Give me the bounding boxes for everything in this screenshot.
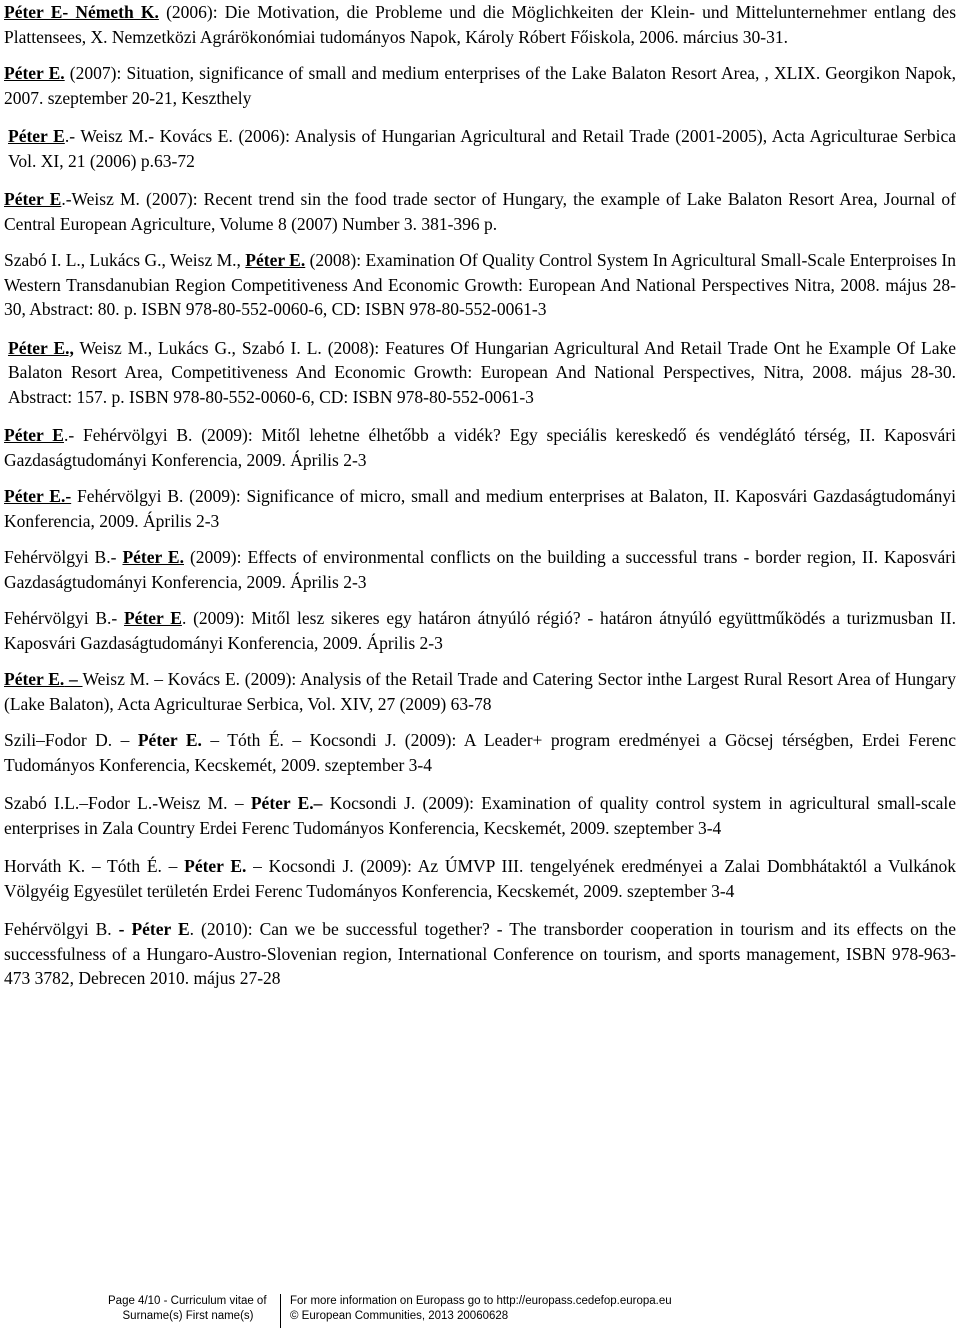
footer-copyright: © European Communities, 2013 20060628 xyxy=(290,1310,509,1322)
citation-authors: Szabó I. L., Lukács G., Weisz M., xyxy=(4,250,246,270)
footer-divider xyxy=(280,1294,281,1328)
publication-entry xyxy=(4,667,956,716)
author-highlight: Péter E.- xyxy=(4,486,72,506)
footer-info-link[interactable]: For more information on Europass go to http://europass.cedefop.europa.eu xyxy=(290,1295,672,1307)
publication-entry xyxy=(4,0,956,49)
citation-text: Kocsondi J. (2009): Examination of quality control system in agricultural small-scale enterprises in Zala Country Erdei Ferenc Tudományos Konferencia, Kecskemét, 2009. szeptember 3-4 xyxy=(4,793,956,838)
author-highlight: Péter E xyxy=(4,425,64,445)
author-highlight: Péter E. xyxy=(137,730,202,750)
footer-name: Surname(s) First name(s) xyxy=(122,1310,254,1322)
footer-left xyxy=(108,1294,278,1324)
publication-list xyxy=(4,0,956,991)
publication-entry xyxy=(4,336,956,410)
citation-authors: Szabó I.L.–Fodor L.-Weisz M. – xyxy=(4,793,251,813)
author-highlight: Péter E., xyxy=(8,337,74,358)
author-highlight: Péter E. xyxy=(4,669,65,689)
author-highlight: Péter E. xyxy=(184,856,247,876)
publication-entry xyxy=(4,791,956,840)
dash-separator: – xyxy=(64,669,83,689)
publication-entry xyxy=(4,854,956,903)
publication-entry xyxy=(4,484,956,533)
citation-authors: Fehérvölgyi B.- xyxy=(4,608,124,628)
publication-entry xyxy=(4,248,956,322)
citation-text: (2007): Situation, significance of small and medium enterprises of the Lake Balaton Resort Area, , XLIX. Georgikon Napok, 2007. szeptember 20-21, Keszthely xyxy=(4,63,956,108)
citation-text: – Kocsondi J. (2009): Az ÚMVP III. tengelyének eredményei a Zalai Dombhátaktól a Vulkánok Völgyéig Egyesület területén Erdei Ferenc Tudományos Konferencia, Kecskemét, 2009. szeptember 3-4 xyxy=(4,856,956,901)
citation-text: (2008): Examination Of Quality Control System In Agricultural Small-Scale Enterproises In Western Transdanubian Region Competitiveness And Economic Growth: European And National Perspectives Nitra, 2008. május 28-30, Abstract: 80. p. ISBN 978-80-552-0060-6, CD: ISBN 978-80-552-0061-3 xyxy=(4,250,956,319)
citation-text: .- Fehérvölgyi B. (2009): Mitől lehetne élhetőbb a vidék? Egy speciális kereskedő és vendéglátó térség, II. Kaposvári Gazdaságtudományi Konferencia, 2009. Április 2-3 xyxy=(4,425,956,470)
citation-text: Weisz M. – Kovács E. (2009): Analysis of the Retail Trade and Catering Sector inthe Largest Rural Resort Area of Hungary (Lake Balaton), Acta Agriculturae Serbica, Vol. XIV, 27 (2009) 63-78 xyxy=(4,669,957,714)
publication-entry xyxy=(4,124,956,173)
publication-entry xyxy=(4,545,956,594)
citation-text: . (2010): Can we be successful together? - The transborder cooperation in tourism and its effects on the successfulness of a Hungaro-Austro-Slovenian region, International Conference on tourism, and sports management, ISBN 978-963-473 3782, Debrecen 2010. május 27-28 xyxy=(4,919,956,988)
citation-authors: Fehérvölgyi B.- xyxy=(4,547,123,567)
footer-page-number: Page 4/10 - Curriculum vitae of xyxy=(108,1295,267,1307)
publication-entry xyxy=(4,187,956,236)
author-highlight: Péter E.– xyxy=(250,793,323,813)
publication-entry xyxy=(4,61,956,110)
author-highlight: Péter E xyxy=(4,189,62,209)
author-highlight: Péter E. xyxy=(245,250,306,270)
publication-entry xyxy=(4,728,956,777)
author-highlight: Péter E xyxy=(123,608,182,628)
author-highlight: Péter E xyxy=(8,126,65,146)
citation-text: Fehérvölgyi B. (2009): Significance of micro, small and medium enterprises at Balaton, II. Kaposvári Gazdaságtudományi Konferencia, 2009. Április 2-3 xyxy=(4,486,956,531)
citation-authors: Horváth K. – Tóth É. – xyxy=(4,856,185,876)
citation-authors: Fehérvölgyi B. xyxy=(4,919,119,939)
author-highlight: Péter E. xyxy=(4,63,65,83)
citation-text: (2009): Effects of environmental conflicts on the building a successful trans - border region, II. Kaposvári Gazdaságtudományi Konferencia, 2009. Április 2-3 xyxy=(4,547,956,592)
publication-entry xyxy=(4,606,956,655)
citation-text: (2006): Die Motivation, die Probleme und die Möglichkeiten der Klein- und Mittelunternehmer entlang des Plattensees, X. Nemzetközi Agrárökonómiai tudományos Napok, Károly Róbert Főiskola, 2006. március 30-31. xyxy=(4,2,956,47)
publication-entry xyxy=(4,917,956,991)
citation-text: . (2009): Mitől lesz sikeres egy határon átnyúló régió? - határon átnyúló együttműködés a turizmusban II. Kaposvári Gazdaságtudományi Konferencia, 2009. Április 2-3 xyxy=(4,608,956,653)
author-highlight: - Péter E xyxy=(118,919,190,939)
footer-right xyxy=(290,1294,730,1324)
author-highlight: Péter E. xyxy=(122,547,184,567)
citation-text: Weisz M., Lukács G., Szabó I. L. (2008): Features Of Hungarian Agricultural And Retail Trade Ont he Example Of Lake Balaton Resort Area, Competitiveness And Economic Growth: European And National Perspectives, Nitra, 2008. május 28-30. Abstract: 157. p. ISBN 978-80-552-0060-6, CD: ISBN 978-80-552-0061-3 xyxy=(8,337,956,407)
citation-text: .-Weisz M. (2007): Recent trend sin the food trade sector of Hungary, the example of Lake Balaton Resort Area, Journal of Central European Agriculture, Volume 8 (2007) Number 3. 381-396 p. xyxy=(4,189,956,234)
page-footer xyxy=(0,1294,960,1328)
publication-entry xyxy=(4,423,956,472)
author-highlight: Péter E- Németh K. xyxy=(4,2,159,22)
citation-authors: Szili–Fodor D. – xyxy=(4,730,138,750)
citation-text: .- Weisz M.- Kovács E. (2006): Analysis of Hungarian Agricultural and Retail Trade (2001-2005), Acta Agriculturae Serbica Vol. XI, 21 (2006) p.63-72 xyxy=(8,126,956,171)
citation-text: – Tóth É. – Kocsondi J. (2009): A Leader+ program eredményei a Göcsej térségben, Erdei Ferenc Tudományos Konferencia, Kecskemét, 2009. szeptember 3-4 xyxy=(4,730,956,775)
